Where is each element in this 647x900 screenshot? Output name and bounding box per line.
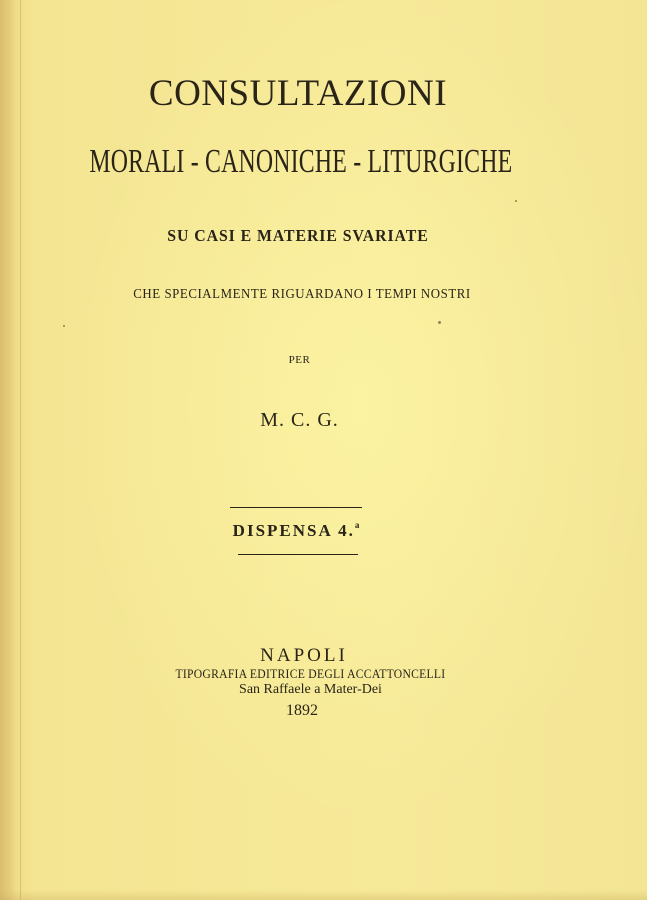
publication-city: NAPOLI	[260, 645, 348, 666]
printer-name: TIPOGRAFIA EDITRICE DEGLI ACCATTONCELLI	[175, 667, 446, 681]
rule-above-dispensa	[230, 507, 362, 508]
dispensa-ordinal: a	[354, 520, 362, 530]
book-title: CONSULTAZIONI	[148, 73, 448, 114]
subtitle-line-3: SU CASI E MATERIE SVARIATE	[167, 226, 429, 245]
page-bottom-edge	[0, 890, 647, 900]
subtitle-line-4: CHE SPECIALMENTE RIGUARDANO I TEMPI NOSTRI	[133, 287, 471, 302]
by-label: PER	[288, 354, 311, 366]
dispensa-label	[0, 521, 594, 541]
author-initials: M. C. G.	[260, 409, 339, 431]
rule-below-dispensa	[238, 554, 358, 555]
ink-speck	[63, 325, 65, 327]
dispensa-text: DISPENSA 4.	[232, 521, 355, 540]
ink-speck	[438, 321, 441, 324]
printer-address: San Raffaele a Mater-Dei	[239, 682, 382, 697]
page-fold-line	[20, 0, 21, 900]
publication-year: 1892	[286, 702, 318, 719]
page-spine-edge	[0, 0, 16, 900]
ink-speck	[515, 200, 517, 202]
book-subtitle: MORALI - CANONICHE - LITURGICHE	[89, 143, 513, 180]
